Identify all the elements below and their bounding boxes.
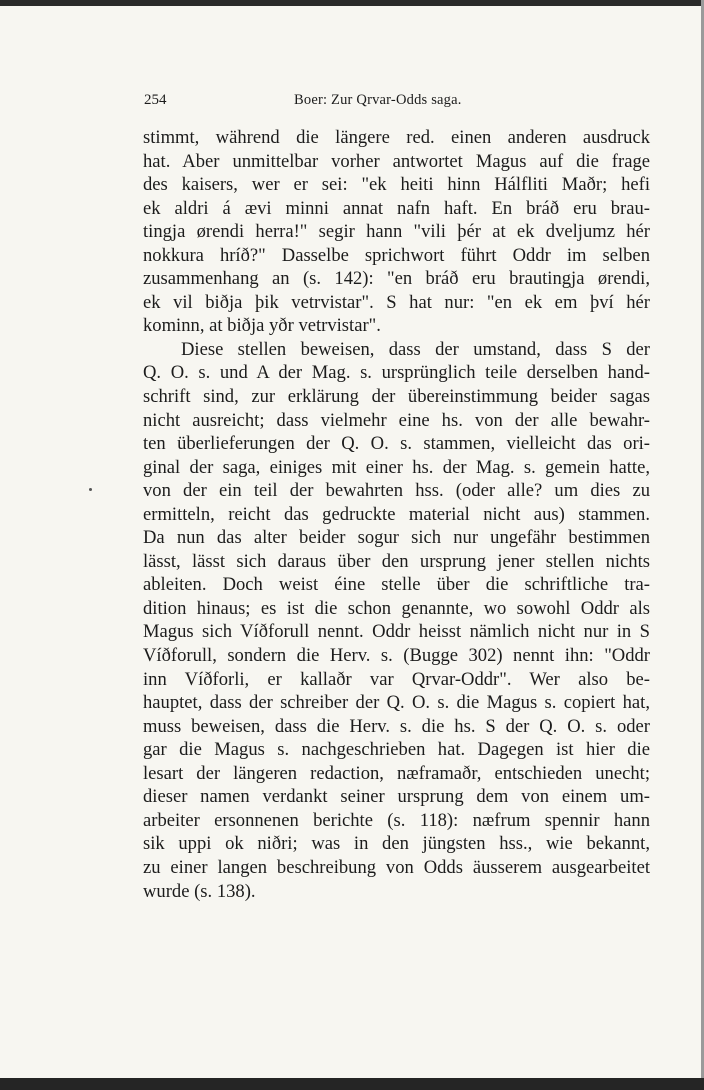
text-line: schrift sind, zur erklärung der übereinstimmung beider sagas [143, 386, 650, 408]
text-line: inn Víðforli, er kallaðr var Qrvar-Oddr". Wer also be- [143, 668, 650, 690]
body-text [143, 126, 650, 903]
text-line: lässt, lässt sich daraus über den ursprung jener stellen nichts [143, 550, 650, 572]
running-header [144, 92, 649, 114]
text-line: Magus sich Víðforull nennt. Oddr heisst nämlich nicht nur in S [143, 621, 650, 643]
text-line: ermitteln, reicht das gedruckte material nicht aus) stammen. [143, 503, 650, 525]
text-line: des kaisers, wer er sei: "ek heiti hinn Hálfliti Maðr; hefi [143, 174, 650, 196]
text-line: stimmt, während die längere red. einen anderen ausdruck [143, 127, 650, 148]
text-line: dieser namen verdankt seiner ursprung dem von einem um- [143, 786, 650, 808]
text-line: arbeiter ersonnenen berichte (s. 118): næfrum spennir hann [143, 809, 650, 831]
running-title: Boer: Zur Qrvar-Odds saga. [294, 92, 462, 108]
text-line: ek aldri á ævi minni annat nafn haft. En bráð eru brau- [143, 197, 650, 219]
text-line: ginal der saga, einiges mit einer hs. der Mag. s. gemein hatte, [143, 456, 650, 478]
text-line: ten überlieferungen der Q. O. s. stammen, vielleicht das ori- [143, 433, 650, 455]
text-line: hat. Aber unmittelbar vorher antwortet Magus auf die frage [143, 150, 650, 172]
text-line: Q. O. s. und A der Mag. s. ursprünglich teile derselben hand- [143, 362, 650, 384]
page-bottom-edge [0, 1078, 704, 1090]
text-line: Diese stellen beweisen, dass der umstand, dass S der [181, 338, 650, 360]
text-line: ableiten. Doch weist éine stelle über die schriftliche tra- [143, 574, 650, 596]
text-line: zusammenhang an (s. 142): "en bráð eru brautingja ørendi, [143, 268, 650, 290]
text-line: sik uppi ok niðri; was in den jüngsten hss., wie bekannt, [143, 833, 650, 855]
text-line: wurde (s. 138). [143, 880, 256, 902]
text-line: nokkura hríð?" Dasselbe sprichwort führt Oddr im selben [143, 244, 650, 266]
text-line: muss beweisen, dass die Herv. s. die hs. S der Q. O. s. oder [143, 715, 650, 737]
text-line: gar die Magus s. nachgeschrieben hat. Dagegen ist hier die [143, 739, 650, 761]
text-line: von der ein teil der bewahrten hss. (oder alle? um dies zu [143, 480, 650, 502]
text-line: hauptet, dass der schreiber der Q. O. s. die Magus s. copiert hat, [143, 692, 650, 714]
text-line: nicht ausreicht; dass vielmehr eine hs. von der alle bewahr- [143, 409, 650, 431]
text-line: Víðforull, sondern die Herv. s. (Bugge 302) nennt ihn: "Oddr [143, 645, 650, 667]
text-line: zu einer langen beschreibung von Odds äusserem ausgearbeitet [143, 856, 650, 878]
text-line: dition hinaus; es ist die schon genannte, wo sowohl Oddr als [143, 597, 650, 619]
text-line: ek vil biðja þik vetrvistar". S hat nur: "en ek em því hér [143, 291, 650, 313]
page-top-edge [0, 0, 704, 6]
page-number: 254 [144, 92, 167, 108]
text-line: tingja ørendi herra!" segir hann "vili þér at ek dveljumz hér [143, 221, 650, 243]
margin-speck [89, 488, 92, 491]
text-line: lesart der längeren redaction, næframaðr, entschieden unecht; [143, 762, 650, 784]
text-line: kominn, at biðja yðr vetrvistar". [143, 315, 381, 337]
text-line: Da nun das alter beider sogur sich nur ungefähr bestimmen [143, 527, 650, 549]
